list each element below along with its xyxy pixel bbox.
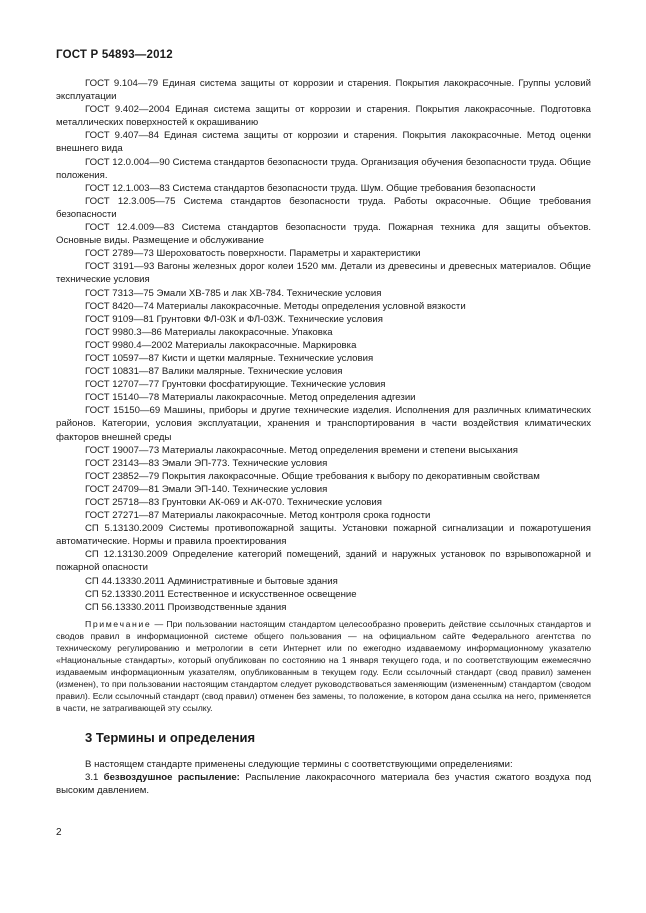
reference-item: ГОСТ 23143—83 Эмали ЭП-773. Технические условия: [85, 457, 328, 469]
reference-item: ГОСТ 25718—83 Грунтовки АК-069 и АК-070. Технические условия: [85, 497, 382, 508]
note-label: Примечание: [85, 618, 152, 629]
reference-item: ГОСТ 9980.4—2002 Материалы лакокрасочные. Маркировка: [85, 339, 357, 351]
reference-item: СП 44.13330.2011 Административные и бытовые здания: [85, 575, 338, 587]
note-paragraph: [56, 618, 591, 714]
reference-item: ГОСТ 12.1.003—83 Система стандартов безопасности труда. Шум. Общие требования безопасности: [85, 182, 536, 194]
reference-item: ГОСТ 15150—69 Машины, приборы и другие технические изделия. Исполнения для различных климатических районов. Категории, условия эксплуатации, хранения и транспортирования в части воздействия климатических факторов внешней среды: [56, 405, 591, 443]
reference-item: ГОСТ 12707—77 Грунтовки фосфатирующие. Технические условия: [85, 379, 386, 391]
reference-item: СП 52.13330.2011 Естественное и искусственное освещение: [85, 588, 357, 600]
document-header: ГОСТ Р 54893—2012: [56, 49, 173, 61]
reference-item: ГОСТ 12.4.009—83 Система стандартов безопасности труда. Пожарная техника для защиты объектов. Основные виды. Размещение и обслуживание: [56, 222, 591, 247]
reference-item: ГОСТ 9109—81 Грунтовки ФЛ-03К и ФЛ-03Ж. Технические условия: [85, 313, 383, 325]
reference-item: ГОСТ 15140—78 Материалы лакокрасочные. Метод определения адгезии: [85, 392, 416, 404]
reference-item: ГОСТ 12.0.004—90 Система стандартов безопасности труда. Организация обучения безопасности труда. Общие положения.: [56, 156, 591, 181]
reference-item: СП 12.13130.2009 Определение категорий помещений, зданий и наружных установок по взрывопожарной и пожарной опасности: [56, 549, 591, 574]
reference-item: ГОСТ 9.402—2004 Единая система защиты от коррозии и старения. Покрытия лакокрасочные. Подготовка металлических поверхностей к окрашиванию: [56, 104, 591, 129]
term-number: 3.1: [85, 771, 104, 783]
reference-item: ГОСТ 3191—93 Вагоны железных дорог колеи 1520 мм. Детали из древесины и древесных материалов. Общие технические условия: [56, 261, 591, 286]
reference-item: ГОСТ 7313—75 Эмали ХВ-785 и лак ХВ-784. Технические условия: [85, 287, 382, 299]
section-intro: В настоящем стандарте применены следующие термины с соответствующими определениями:: [85, 758, 513, 770]
document-body: [56, 77, 591, 797]
reference-item: ГОСТ 8420—74 Материалы лакокрасочные. Методы определения условной вязкости: [85, 300, 466, 312]
reference-item: СП 56.13330.2011 Производственные здания: [85, 601, 287, 613]
reference-item: ГОСТ 12.3.005—75 Система стандартов безопасности труда. Работы окрасочные. Общие требования безопасности: [56, 195, 591, 220]
reference-item: ГОСТ 10597—87 Кисти и щетки малярные. Технические условия: [85, 352, 374, 364]
reference-item: ГОСТ 9.104—79 Единая система защиты от коррозии и старения. Покрытия лакокрасочные. Группы условий эксплуатации: [56, 78, 591, 103]
reference-item: СП 5.13130.2009 Системы противопожарной защиты. Установки пожарной сигнализации и пожаротушения автоматические. Нормы и правила проектирования: [56, 523, 591, 548]
reference-item: ГОСТ 23852—79 Покрытия лакокрасочные. Общие требования к выбору по декоративным свойствам: [85, 470, 540, 482]
page-number: 2: [56, 827, 62, 838]
term-definition: [56, 771, 591, 797]
reference-item: ГОСТ 10831—87 Валики малярные. Технические условия: [85, 366, 343, 378]
normative-references-list: [56, 77, 591, 614]
term-name: безвоздушное распыление:: [103, 771, 240, 783]
note-text: — При пользовании настоящим стандартом целесообразно проверить действие ссылочных стандартов и сводов правил в информационной системе общего пользования — на официальном сайте Федерального агентства по техническому регулированию и метрологии в сети Интернет или по ежегодно издаваемому информационному указателю «Национальные стандарты», который опубликован по состоянию на 1 января текущего года, и по соответствующим ежемесячно издаваемым информационным указателям, опубликованным в текущем году. Если ссылочный стандарт (свод правил) заменен (изменен), то при пользовании настоящим стандартом следует руководствоваться заменяющим (измененным) стандартом (сводом правил). Если ссылочный стандарт (свод правил) отменен без замены, то положение, в котором дана ссылка на него, применяется в части, не затрагивающей эту ссылку.: [56, 618, 591, 713]
reference-item: ГОСТ 2789—73 Шероховатость поверхности. Параметры и характеристики: [85, 248, 421, 260]
reference-item: ГОСТ 19007—73 Материалы лакокрасочные. Метод определения времени и степени высыхания: [85, 444, 518, 456]
reference-item: ГОСТ 9.407—84 Единая система защиты от коррозии и старения. Покрытия лакокрасочные. Метод оценки внешнего вида: [56, 130, 591, 155]
reference-item: ГОСТ 24709—81 Эмали ЭП-140. Технические условия: [85, 483, 328, 495]
reference-item: ГОСТ 9980.3—86 Материалы лакокрасочные. Упаковка: [85, 326, 333, 338]
reference-item: ГОСТ 27271—87 Материалы лакокрасочные. Метод контроля срока годности: [85, 510, 431, 522]
section-heading: 3 Термины и определения: [85, 729, 256, 745]
term-text: Распыление лакокрасочного материала без участия сжатого воздуха под высоким давлением.: [56, 771, 591, 797]
